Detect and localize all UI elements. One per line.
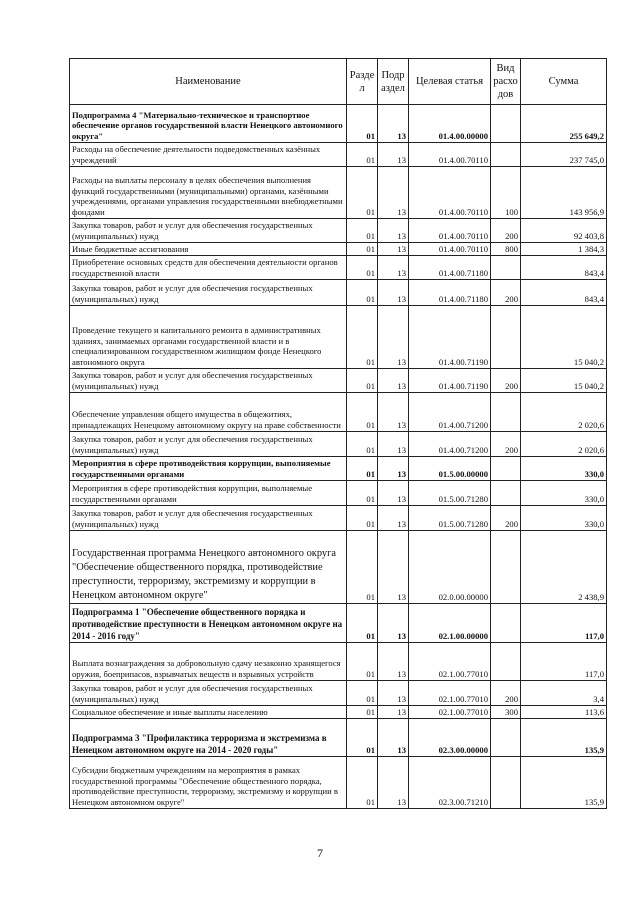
row-podrazdel: 13 <box>378 604 409 643</box>
row-vid <box>491 531 521 604</box>
row-vid <box>491 757 521 809</box>
row-summa: 2 020,6 <box>521 432 607 457</box>
row-summa: 135,9 <box>521 719 607 757</box>
row-summa: 843,4 <box>521 256 607 280</box>
row-vid <box>491 643 521 681</box>
header-name: Наименование <box>70 59 347 105</box>
row-summa: 330,0 <box>521 457 607 481</box>
row-summa: 237 745,0 <box>521 143 607 167</box>
row-statya: 01.5.00.71280 <box>409 506 491 531</box>
row-summa: 2 020,6 <box>521 393 607 432</box>
table-row <box>70 757 607 809</box>
row-razdel: 01 <box>347 481 378 506</box>
row-razdel: 01 <box>347 143 378 167</box>
row-razdel: 01 <box>347 243 378 256</box>
table-row <box>70 256 607 280</box>
row-summa: 330,0 <box>521 506 607 531</box>
row-vid <box>491 105 521 143</box>
row-razdel: 01 <box>347 531 378 604</box>
table-row <box>70 531 607 604</box>
row-name: Закупка товаров, работ и услуг для обеспечения государственных (муниципальных) нужд <box>70 280 347 306</box>
row-vid: 200 <box>491 280 521 306</box>
row-summa: 330,0 <box>521 481 607 506</box>
row-summa: 117,0 <box>521 643 607 681</box>
row-summa: 143 956,9 <box>521 167 607 219</box>
header-podrazdel: Подр аздел <box>378 59 409 105</box>
row-name: Приобретение основных средств для обеспечения деятельности органов государственной власти <box>70 256 347 280</box>
table-row <box>70 219 607 243</box>
row-name: Расходы на обеспечение деятельности подведомственных казённых учреждений <box>70 143 347 167</box>
row-statya: 01.5.00.00000 <box>409 457 491 481</box>
row-statya: 01.4.00.71190 <box>409 369 491 393</box>
row-statya: 02.3.00.71210 <box>409 757 491 809</box>
row-statya: 02.1.00.77010 <box>409 643 491 681</box>
row-statya: 01.4.00.71180 <box>409 280 491 306</box>
table-row <box>70 432 607 457</box>
table-header-row <box>70 59 607 105</box>
row-razdel: 01 <box>347 369 378 393</box>
row-razdel: 01 <box>347 306 378 369</box>
row-podrazdel: 13 <box>378 369 409 393</box>
table-row <box>70 393 607 432</box>
header-vid: Вид расхо дов <box>491 59 521 105</box>
row-razdel: 01 <box>347 432 378 457</box>
row-podrazdel: 13 <box>378 393 409 432</box>
row-razdel: 01 <box>347 393 378 432</box>
row-statya: 01.4.00.70110 <box>409 143 491 167</box>
table-row <box>70 167 607 219</box>
page-number: 7 <box>317 846 323 860</box>
table-row <box>70 143 607 167</box>
row-podrazdel: 13 <box>378 432 409 457</box>
row-vid <box>491 143 521 167</box>
row-podrazdel: 13 <box>378 167 409 219</box>
row-vid: 200 <box>491 432 521 457</box>
row-summa: 135,9 <box>521 757 607 809</box>
row-podrazdel: 13 <box>378 219 409 243</box>
row-statya: 01.4.00.71180 <box>409 256 491 280</box>
row-razdel: 01 <box>347 506 378 531</box>
row-podrazdel: 13 <box>378 105 409 143</box>
row-vid <box>491 306 521 369</box>
row-podrazdel: 13 <box>378 506 409 531</box>
row-statya: 02.3.00.00000 <box>409 719 491 757</box>
row-podrazdel: 13 <box>378 531 409 604</box>
row-podrazdel: 13 <box>378 706 409 719</box>
row-vid <box>491 457 521 481</box>
table-row <box>70 719 607 757</box>
row-vid <box>491 604 521 643</box>
row-podrazdel: 13 <box>378 306 409 369</box>
row-statya: 02.0.00.00000 <box>409 531 491 604</box>
row-summa: 92 403,8 <box>521 219 607 243</box>
row-statya: 01.4.00.71200 <box>409 393 491 432</box>
row-name: Закупка товаров, работ и услуг для обеспечения государственных (муниципальных) нужд <box>70 432 347 457</box>
row-statya: 01.4.00.00000 <box>409 105 491 143</box>
budget-table <box>69 58 607 809</box>
row-summa: 1 384,3 <box>521 243 607 256</box>
row-razdel: 01 <box>347 167 378 219</box>
row-name: Обеспечение управления общего имущества в общежитиях, принадлежащих Ненецкому автономному округу на праве собственности <box>70 393 347 432</box>
row-podrazdel: 13 <box>378 143 409 167</box>
row-name: Выплата вознаграждения за добровольную сдачу незаконно хранящегося оружия, боеприпасов, взрывчатых веществ и взрывных устройств <box>70 643 347 681</box>
row-vid: 200 <box>491 681 521 706</box>
row-name: Закупка товаров, работ и услуг для обеспечения государственных (муниципальных) нужд <box>70 219 347 243</box>
row-podrazdel: 13 <box>378 457 409 481</box>
row-name: Государственная программа Ненецкого автономного округа "Обеспечение общественного порядка, противодействие преступности, терроризму, экстремизму и коррупции в Ненецком автономном округе" <box>70 531 347 604</box>
row-razdel: 01 <box>347 604 378 643</box>
row-statya: 01.4.00.71190 <box>409 306 491 369</box>
row-statya: 01.5.00.71280 <box>409 481 491 506</box>
row-podrazdel: 13 <box>378 243 409 256</box>
row-summa: 3,4 <box>521 681 607 706</box>
row-razdel: 01 <box>347 706 378 719</box>
row-vid <box>491 481 521 506</box>
row-statya: 02.1.00.77010 <box>409 706 491 719</box>
row-statya: 01.4.00.70110 <box>409 243 491 256</box>
row-statya: 01.4.00.71200 <box>409 432 491 457</box>
row-name: Мероприятия в сфере противодействия коррупции, выполняемые государственными органами <box>70 457 347 481</box>
row-statya: 02.1.00.00000 <box>409 604 491 643</box>
table-row <box>70 243 607 256</box>
row-razdel: 01 <box>347 457 378 481</box>
row-podrazdel: 13 <box>378 256 409 280</box>
row-podrazdel: 13 <box>378 643 409 681</box>
row-vid <box>491 256 521 280</box>
row-name: Субсидии бюджетным учреждениям на мероприятия в рамках государственной программы "Обеспечение общественного порядка, противодействие преступности, терроризму, экстремизму и коррупции в Ненецком автономном округе" <box>70 757 347 809</box>
row-podrazdel: 13 <box>378 681 409 706</box>
row-podrazdel: 13 <box>378 280 409 306</box>
row-summa: 843,4 <box>521 280 607 306</box>
row-razdel: 01 <box>347 681 378 706</box>
row-summa: 15 040,2 <box>521 306 607 369</box>
header-statya: Целевая статья <box>409 59 491 105</box>
row-summa: 255 649,2 <box>521 105 607 143</box>
row-statya: 01.4.00.70110 <box>409 219 491 243</box>
table-row <box>70 706 607 719</box>
table-row <box>70 681 607 706</box>
row-name: Подпрограмма 1 "Обеспечение общественного порядка и противодействие преступности в Ненецком автономном округе на 2014 - 2016 году" <box>70 604 347 643</box>
row-razdel: 01 <box>347 719 378 757</box>
table-row <box>70 643 607 681</box>
row-summa: 117,0 <box>521 604 607 643</box>
row-vid: 200 <box>491 219 521 243</box>
table-row <box>70 604 607 643</box>
row-name: Социальное обеспечение и иные выплаты населению <box>70 706 347 719</box>
row-statya: 01.4.00.70110 <box>409 167 491 219</box>
row-name: Мероприятия в сфере противодействия коррупции, выполняемые государственными органами <box>70 481 347 506</box>
table-row <box>70 481 607 506</box>
row-razdel: 01 <box>347 219 378 243</box>
row-name: Проведение текущего и капитального ремонта в административных зданиях, занимаемых органами государственной власти и в специализированном государственном жилищном фонде Ненецкого автономного округа <box>70 306 347 369</box>
row-summa: 2 438,9 <box>521 531 607 604</box>
row-razdel: 01 <box>347 757 378 809</box>
row-razdel: 01 <box>347 643 378 681</box>
row-name: Иные бюджетные ассигнования <box>70 243 347 256</box>
row-name: Расходы на выплаты персоналу в целях обеспечения выполнения функций государственными (муниципальными) органами, казёнными учреждениями, органами управления государственными внебюджетными фондами <box>70 167 347 219</box>
row-summa: 15 040,2 <box>521 369 607 393</box>
row-vid: 200 <box>491 369 521 393</box>
row-name: Подпрограмма 4 "Материально-техническое и транспортное обеспечение органов государственной власти Ненецкого автономного округа" <box>70 105 347 143</box>
row-vid <box>491 719 521 757</box>
row-statya: 02.1.00.77010 <box>409 681 491 706</box>
row-name: Подпрограмма 3 "Профилактика терроризма и экстремизма в Ненецком автономном округе на 2014 - 2020 годы" <box>70 719 347 757</box>
header-razdel: Разде л <box>347 59 378 105</box>
row-name: Закупка товаров, работ и услуг для обеспечения государственных (муниципальных) нужд <box>70 369 347 393</box>
row-razdel: 01 <box>347 105 378 143</box>
row-summa: 113,6 <box>521 706 607 719</box>
row-vid: 100 <box>491 167 521 219</box>
row-podrazdel: 13 <box>378 481 409 506</box>
row-razdel: 01 <box>347 280 378 306</box>
row-podrazdel: 13 <box>378 719 409 757</box>
table-row <box>70 280 607 306</box>
row-podrazdel: 13 <box>378 757 409 809</box>
row-name: Закупка товаров, работ и услуг для обеспечения государственных (муниципальных) нужд <box>70 681 347 706</box>
table-row <box>70 457 607 481</box>
header-summa: Сумма <box>521 59 607 105</box>
table-row <box>70 306 607 369</box>
table-row <box>70 506 607 531</box>
row-vid: 200 <box>491 506 521 531</box>
table-row <box>70 369 607 393</box>
row-vid <box>491 393 521 432</box>
row-vid: 800 <box>491 243 521 256</box>
table-row <box>70 105 607 143</box>
row-razdel: 01 <box>347 256 378 280</box>
row-name: Закупка товаров, работ и услуг для обеспечения государственных (муниципальных) нужд <box>70 506 347 531</box>
row-vid: 300 <box>491 706 521 719</box>
